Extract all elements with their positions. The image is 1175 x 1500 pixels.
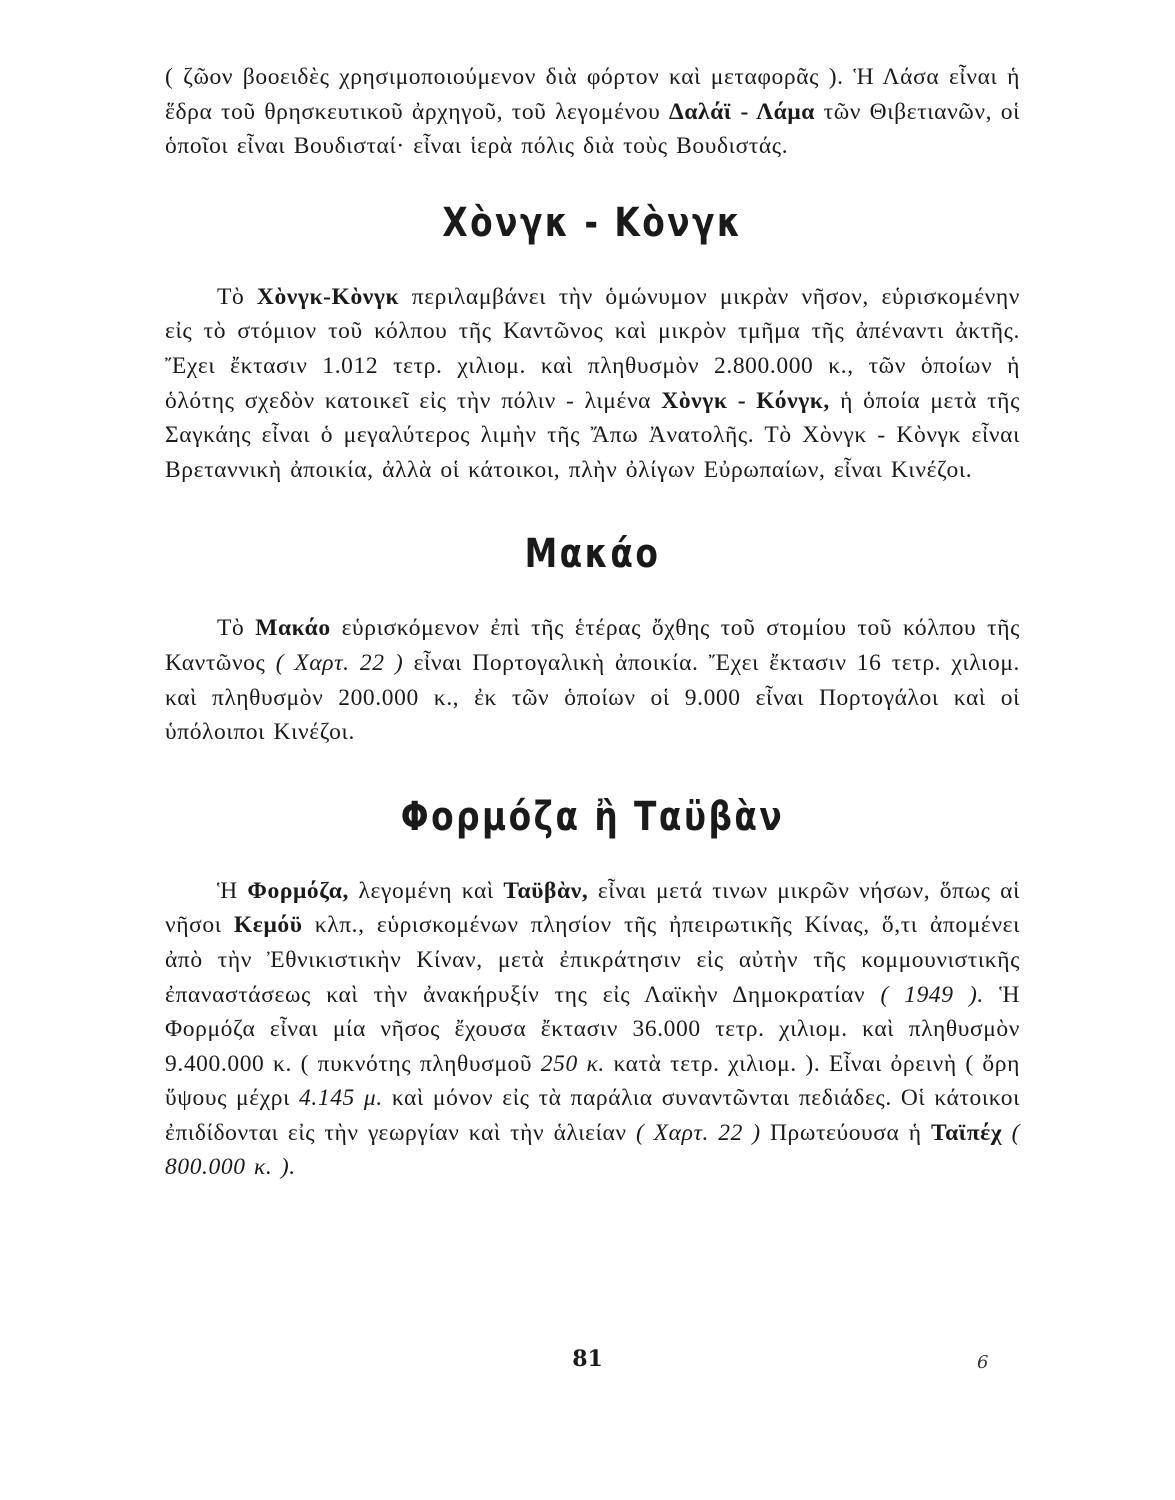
italic-reference: ( 800.000 κ. ). bbox=[165, 1119, 1020, 1181]
text-run: Ἡ Φορμόζα εἶναι μία νῆσος ἔχουσα ἔκτασιν 36.000 τετρ. χιλιομ. καὶ πληθυσμὸν 9.400.000 κ. ( πυκνότης πληθυσμοῦ bbox=[165, 981, 1020, 1077]
formosa-paragraph bbox=[165, 874, 1020, 1185]
page-content bbox=[165, 60, 1020, 1185]
text-run: ἡ ὁποία μετὰ τῆς Σαγκάης εἶναι ὁ μεγαλύτερος λιμὴν τῆς Ἄπω Ἀνατολῆς. Τὸ Χὸνγκ - Κὸνγκ εἶναι Βρεταννικὴ ἀποικία, ἀλλὰ οἱ κάτοικοι, πλὴν ὀλίγων Εὐρωπαίων, εἶναι Κινέζοι. bbox=[165, 387, 1020, 483]
bold-term: Ταϊπέχ bbox=[930, 1119, 1003, 1146]
text-run: τῶν Θιβετιανῶν, οἱ ὁποῖοι εἶναι Βουδισταί· εἶναι ἱερὰ πόλις διὰ τοὺς Βουδιστάς. bbox=[165, 98, 1020, 160]
bold-term: Χὸνγκ - Κόνγκ, bbox=[661, 387, 830, 414]
text-run: λεγομένη καὶ bbox=[348, 877, 504, 904]
bold-term: Μακάο bbox=[255, 615, 331, 642]
text-run: ( ζῶον βοοειδὲς χρησιμοποιούμενον διὰ φόρτον καὶ μεταφορᾶς ). Ἡ Λάσα εἶναι ἡ ἕδρα τοῦ θρησκευτικοῦ ἀρχηγοῦ, τοῦ λεγομένου bbox=[165, 64, 1020, 125]
text-run: περιλαμβάνει τὴν ὁμώνυμον μικρὰν νῆσον, εὑρισκομένην εἰς τὸ στόμιον τοῦ κόλπου τῆς Καντῶνος καὶ μικρὸν τμῆμα τῆς ἀπέναντι ἀκτῆς. Ἔχει ἔκτασιν 1.012 τετρ. χιλιομ. καὶ πληθυσμὸν 2.800.000 κ., τῶν ὁποίων ἡ ὁλότης σχεδὸν κατοικεῖ εἰς τὴν πόλιν - λιμένα bbox=[165, 283, 1020, 414]
bold-term: Ταϋβὰν, bbox=[503, 877, 589, 904]
page-number: 81 bbox=[572, 1346, 603, 1372]
sheet-mark: 6 bbox=[977, 1352, 989, 1373]
italic-reference: 4.145 μ. bbox=[299, 1085, 383, 1112]
heading-macao: Μακάο bbox=[524, 531, 661, 578]
macao-paragraph bbox=[165, 611, 1020, 749]
text-run: εἶναι μετά τινων μικρῶν νήσων, ὅπως αἱ νῆσοι bbox=[165, 877, 1021, 939]
text-run: Τὸ bbox=[217, 615, 256, 642]
bold-term: Δαλάϊ - Λάμα bbox=[669, 98, 816, 125]
italic-reference: 250 κ. bbox=[540, 1050, 605, 1077]
text-run: κατὰ τετρ. χιλιομ. ). Εἶναι ὀρεινὴ ( ὄρη ὕψους μέχρι bbox=[165, 1050, 1020, 1112]
text-run: κλπ., εὑρισκομένων πλησίον τῆς ἠπειρωτικῆς Κίνας, ὅ,τι ἀπομένει ἀπὸ τὴν Ἐθνικιστικὴν Κίναν, μετὰ ἐπικράτησιν εἰς αὐτὴν τῆς κομμουνιστικῆς ἐπαναστάσεως καὶ τὴν ἀνακήρυξίν της εἰς Λαϊκὴν Δημοκρατίαν bbox=[165, 912, 1020, 1008]
intro-paragraph bbox=[165, 60, 1020, 164]
text-run: Ἡ bbox=[217, 877, 248, 904]
bold-term: Χὸνγκ-Κὸνγκ bbox=[256, 283, 400, 310]
bold-term: Κεμόϋ bbox=[233, 912, 303, 939]
text-run: καὶ μόνον εἰς τὰ παράλια συναντῶνται πεδιάδες. Οἱ κάτοικοι ἐπιδίδονται εἰς τὴν γεωργίαν καὶ τὴν ἁλιείαν bbox=[165, 1085, 1020, 1146]
heading-formosa: Φορμόζα ἢ Ταϋβὰν bbox=[400, 793, 785, 840]
text-run: Τὸ bbox=[217, 283, 257, 310]
text-run: Πρωτεύουσα ἡ bbox=[760, 1119, 931, 1146]
italic-reference: ( Χαρτ. 22 ) bbox=[275, 649, 404, 676]
text-run: εἶναι Πορτογαλικὴ ἀποικία. Ἔχει ἔκτασιν 16 τετρ. χιλιομ. καὶ πληθυσμὸν 200.000 κ., ἐκ τῶν ὁποίων οἱ 9.000 εἶναι Πορτογάλοι καὶ οἱ ὑπόλοιποι Κινέζοι. bbox=[165, 649, 1021, 746]
text-run: εὑρισκόμενον ἐπὶ τῆς ἑτέρας ὄχθης τοῦ στομίου τοῦ κόλπου τῆς Καντῶνος bbox=[165, 615, 1021, 676]
heading-hongkong: Χὸνγκ - Κὸνγκ bbox=[442, 199, 743, 246]
italic-reference: ( 1949 ). bbox=[880, 981, 984, 1008]
italic-reference: ( Χαρτ. 22 ) bbox=[635, 1119, 761, 1146]
bold-term: Φορμόζα, bbox=[247, 877, 349, 904]
hongkong-paragraph bbox=[165, 280, 1020, 488]
